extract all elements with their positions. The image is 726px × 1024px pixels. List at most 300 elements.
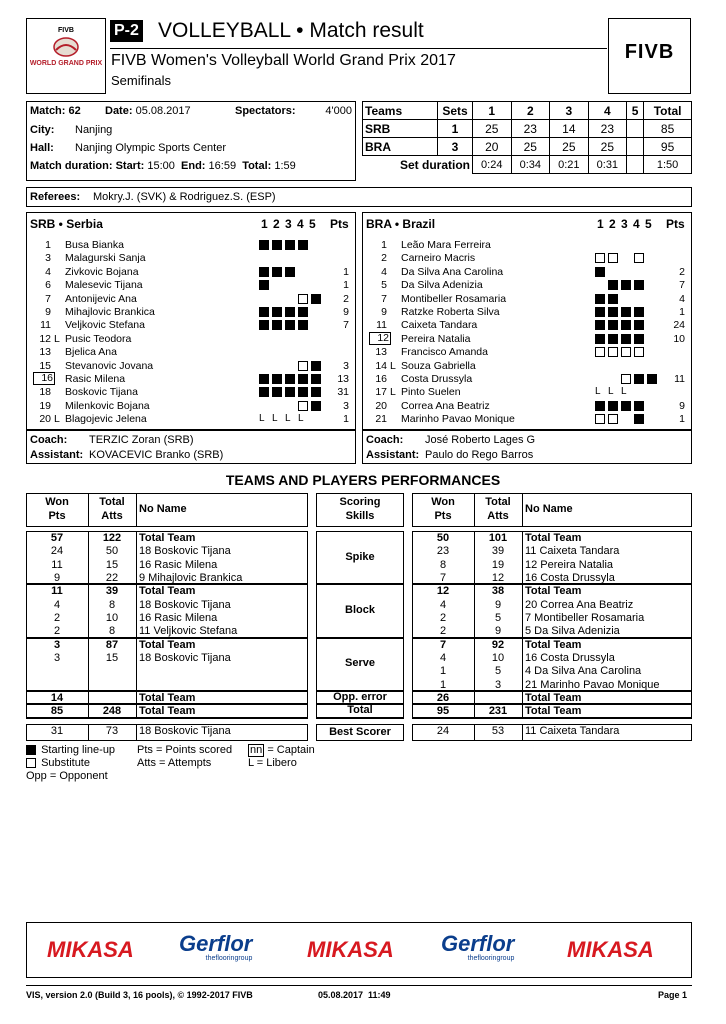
player-points: 9 <box>343 306 349 318</box>
player-points: 13 <box>337 373 349 385</box>
gerflor-logo-1: Gerflor theflooringroup <box>179 931 253 962</box>
team-b-assistant: Paulo do Rego Barros <box>425 449 534 461</box>
perf-name-cell: 11 Veljkovic Stefana <box>139 625 238 638</box>
logo-wgp-text: WORLD GRAND PRIX <box>29 60 103 67</box>
legend-atts: Atts = Attempts <box>137 757 212 769</box>
perf-won-cell: 7 <box>439 638 447 651</box>
libero-marker: L <box>54 413 60 426</box>
team_a-player-row <box>27 239 355 252</box>
starting-lineup-marker <box>285 320 295 330</box>
perf-name-cell: 7 Montibeller Rosamaria <box>525 611 645 624</box>
perf-won-cell: 4 <box>439 598 447 611</box>
perf-won-cell: 95 <box>436 705 450 718</box>
starting-lineup-marker <box>634 320 644 330</box>
libero-set-marker: L <box>595 386 601 398</box>
libero-marker: L <box>390 386 396 399</box>
player-points: 4 <box>679 292 685 305</box>
starting-lineup-marker <box>272 320 282 330</box>
hall-label: Hall: <box>30 142 54 154</box>
perf-divider <box>136 531 137 584</box>
player-number: 20 <box>39 413 51 426</box>
perf-atts-cell: 50 <box>105 545 119 558</box>
perf-name-cell: 11 Caixeta Tandara <box>525 725 620 738</box>
team_a-player-row <box>27 252 355 265</box>
event-phase: Semifinals <box>111 73 171 88</box>
team_a-player-row <box>27 306 355 319</box>
perf-atts-cell: 5 <box>494 611 502 624</box>
perf-atts-cell: 87 <box>105 638 119 651</box>
perf-won-cell: 31 <box>50 725 64 738</box>
perf-name-cell: 16 Rasic Milena <box>139 558 218 571</box>
starting-lineup-marker <box>272 387 282 397</box>
player-number: 16 <box>375 373 387 385</box>
player-name: Marinho Pavao Monique <box>401 413 515 426</box>
match-info-box <box>26 101 356 181</box>
footer-version: VIS, version 2.0 (Build 3, 16 pools), © 1992-2017 FIVB <box>26 990 253 1000</box>
player-name: Costa Drussyla <box>401 373 473 385</box>
starting-lineup-marker <box>608 307 618 317</box>
starting-lineup-marker <box>608 401 618 411</box>
perf-divider <box>88 493 89 527</box>
starting-lineup-marker <box>259 280 269 290</box>
performances-table <box>26 493 692 743</box>
team-a-title: SRB • Serbia <box>30 217 103 231</box>
starting-lineup-marker <box>285 267 295 277</box>
perf-atts-cell: 122 <box>102 532 122 544</box>
team-a-staff <box>26 430 356 464</box>
globe-icon <box>51 36 81 58</box>
perf-divider <box>136 584 137 637</box>
score-table <box>362 101 692 174</box>
starting-lineup-marker <box>285 240 295 250</box>
perf-divider <box>522 493 523 527</box>
match-number: Match: 62 <box>30 105 81 117</box>
starting-lineup-marker <box>259 320 269 330</box>
starting-lineup-marker <box>285 374 295 384</box>
event-name: FIVB Women's Volleyball World Grand Prix 2017 <box>111 52 456 69</box>
perf-divider <box>522 724 523 741</box>
player-number: 20 <box>375 399 387 412</box>
team_a-player-row <box>27 400 355 413</box>
mikasa-logo-1: MIKASA <box>47 937 134 962</box>
player-number: 12 <box>369 332 391 345</box>
perf-atts-cell: 5 <box>494 665 502 678</box>
team_a-player-row <box>27 413 355 426</box>
starting-lineup-marker <box>595 267 605 277</box>
player-points: 9 <box>679 399 685 412</box>
perf-name-cell: 18 Boskovic Tijana <box>139 598 231 611</box>
substitute-marker <box>298 361 308 371</box>
player-number: 6 <box>45 279 51 292</box>
perf-atts-cell: 101 <box>488 532 508 544</box>
starting-lineup-marker <box>311 401 321 411</box>
perf-name-cell: 18 Boskovic Tijana <box>139 651 231 664</box>
player-number: 17 <box>375 386 387 399</box>
team-b-roster <box>362 212 692 430</box>
perf-won-cell: 14 <box>50 691 64 704</box>
perf-name-cell: 18 Boskovic Tijana <box>139 725 231 738</box>
player-number: 3 <box>45 252 51 265</box>
perf-atts-cell: 12 <box>491 571 505 584</box>
perf-atts-cell: 3 <box>494 678 502 691</box>
team_a-player-row <box>27 266 355 279</box>
team_a-player-row <box>27 360 355 373</box>
team-b-coach-label: Coach: <box>366 434 404 446</box>
referees-box <box>26 187 692 207</box>
libero-set-marker: L <box>285 413 291 425</box>
substitute-marker <box>595 253 605 263</box>
perf-left-pts-header: Pts <box>48 510 66 522</box>
perf-won-cell: 50 <box>436 532 450 544</box>
perf-name-cell: Total Team <box>139 585 196 598</box>
perf-won-cell: 2 <box>439 611 447 624</box>
perf-right-pts-header: Pts <box>434 510 452 522</box>
starting-lineup-marker <box>259 267 269 277</box>
perf-won-cell: 12 <box>436 585 450 598</box>
starting-lineup-marker <box>259 387 269 397</box>
perf-atts-cell: 38 <box>491 585 505 598</box>
team-b-assistant-label: Assistant: <box>366 449 420 461</box>
starting-lineup-marker <box>647 374 657 384</box>
starting-lineup-marker <box>259 240 269 250</box>
document-title: VOLLEYBALL • Match result <box>158 19 424 42</box>
player-name: Da Silva Adenizia <box>401 279 483 292</box>
substitute-marker <box>621 374 631 384</box>
substitute-marker <box>634 253 644 263</box>
starting-lineup-marker <box>634 280 644 290</box>
player-number: 7 <box>381 292 387 305</box>
player-name: Pinto Suelen <box>401 386 461 399</box>
substitute-marker <box>298 294 308 304</box>
player-number: 1 <box>45 239 51 251</box>
perf-atts-cell: 15 <box>105 651 119 664</box>
team-a-assistant: KOVACEVIC Branko (SRB) <box>89 449 224 461</box>
spectators-label: Spectators: <box>235 105 296 117</box>
player-name: Leão Mara Ferreira <box>401 239 491 251</box>
substitute-marker <box>634 347 644 357</box>
team_b-player-row <box>363 279 691 292</box>
starting-lineup-marker <box>285 387 295 397</box>
starting-lineup-marker <box>311 361 321 371</box>
legend-substitute: Substitute <box>26 757 90 769</box>
perf-divider <box>88 691 89 704</box>
perf-divider <box>522 704 523 718</box>
perf-won-cell: 4 <box>439 651 447 664</box>
libero-set-marker: L <box>298 413 304 425</box>
team_b-player-row <box>363 333 691 346</box>
substitute-marker <box>595 347 605 357</box>
perf-skill-block: Block <box>345 603 375 616</box>
starting-lineup-marker <box>298 307 308 317</box>
team_b-player-row <box>363 319 691 332</box>
player-number: 11 <box>40 319 51 332</box>
perf-name-cell: 12 Pereira Natalia <box>525 558 614 571</box>
perf-won-cell: 7 <box>439 571 447 584</box>
player-number: 5 <box>381 279 387 292</box>
player-number: 11 <box>376 319 387 332</box>
performances-title: TEAMS AND PLAYERS PERFORMANCES <box>225 472 501 488</box>
starting-lineup-marker <box>595 294 605 304</box>
starting-lineup-marker <box>595 307 605 317</box>
perf-name-cell: 9 Mihajlovic Brankica <box>139 571 243 584</box>
perf-name-cell: Total Team <box>525 585 582 598</box>
mikasa-logo-3: MIKASA <box>567 937 654 962</box>
substitute-marker <box>608 414 618 424</box>
starting-lineup-marker <box>634 307 644 317</box>
perf-skill-serve: Serve <box>345 657 375 670</box>
starting-lineup-marker <box>285 307 295 317</box>
perf-name-cell: 11 Caixeta Tandara <box>525 545 620 558</box>
legend-captain: nn = Captain <box>250 744 315 756</box>
perf-name-cell: Total Team <box>139 691 196 704</box>
perf-won-cell: 11 <box>51 585 63 598</box>
substitute-marker <box>298 401 308 411</box>
perf-skill-opp-error: Opp. error <box>333 690 387 703</box>
team_a-player-row <box>27 319 355 332</box>
match-duration: Match duration: Start: 15:00 End: 16:59 Total: 1:59 <box>30 160 296 172</box>
legend-libero: L = Libero <box>248 757 297 769</box>
grand-prix-logo <box>27 27 105 67</box>
starting-lineup-marker <box>634 401 644 411</box>
set-duration-row: Set duration 0:24 0:34 0:21 0:31 1:50 <box>363 156 692 174</box>
libero-set-marker: L <box>259 413 265 425</box>
player-name: Carneiro Macris <box>401 252 476 265</box>
perf-name-cell: Total Team <box>525 638 582 651</box>
starting-lineup-marker <box>298 387 308 397</box>
player-points: 31 <box>337 386 349 399</box>
player-points: 11 <box>674 373 685 385</box>
player-points: 2 <box>343 292 349 305</box>
team_b-player-row <box>363 360 691 373</box>
player-number: 13 <box>39 346 51 359</box>
team_b-player-row <box>363 306 691 319</box>
perf-name-cell: 18 Boskovic Tijana <box>139 545 231 558</box>
perf-name-cell: 16 Costa Drussyla <box>525 651 615 664</box>
perf-name-cell: Total Team <box>525 705 582 718</box>
player-points: 7 <box>343 319 349 332</box>
player-number: 19 <box>39 399 51 412</box>
player-points: 1 <box>343 413 349 426</box>
team_a-player-row <box>27 279 355 292</box>
perf-total-rule-mid <box>316 717 404 719</box>
starting-lineup-marker <box>634 374 644 384</box>
starting-lineup-marker <box>259 307 269 317</box>
perf-total-rule-right <box>412 717 692 719</box>
team-a-roster <box>26 212 356 430</box>
player-name: Caixeta Tandara <box>401 319 478 332</box>
starting-lineup-marker <box>272 267 282 277</box>
perf-divider <box>522 531 523 584</box>
player-name: Pereira Natalia <box>401 332 471 345</box>
starting-lineup-marker <box>272 240 282 250</box>
perf-won-cell: 26 <box>436 691 450 704</box>
legend-opp: Opp = Opponent <box>26 770 108 782</box>
player-number: 4 <box>381 265 387 278</box>
player-number: 13 <box>375 346 387 359</box>
team-a-assistant-label: Assistant: <box>30 449 84 461</box>
perf-won-cell: 23 <box>436 545 450 558</box>
score-row-bra: BRA 3 20 25 25 25 95 <box>363 138 692 156</box>
hall-value: Nanjing Olympic Sports Center <box>75 142 227 154</box>
player-name: Da Silva Ana Carolina <box>401 265 504 278</box>
footer-rule <box>26 985 692 986</box>
player-number: 15 <box>39 359 51 372</box>
team_a-player-row <box>27 346 355 359</box>
perf-name-cell: 21 Marinho Pavao Monique <box>525 678 660 691</box>
header-left-logo-box <box>26 18 106 94</box>
perf-atts-cell: 10 <box>105 611 119 624</box>
team-a-set-headers: 1 2 3 4 5 <box>261 217 316 231</box>
perf-name-cell: 5 Da Silva Adenizia <box>525 625 620 638</box>
player-name: Milenkovic Bojana <box>65 399 150 412</box>
player-name: Souza Gabriella <box>401 359 476 372</box>
team_a-player-row <box>27 373 355 386</box>
team-a-pts-header: Pts <box>330 217 349 231</box>
footer-page: Page 1 <box>658 990 688 1000</box>
team_b-player-row <box>363 266 691 279</box>
starting-lineup-marker <box>621 307 631 317</box>
player-number: 2 <box>381 252 387 265</box>
footer-datetime: 05.08.2017 11:49 <box>318 990 391 1000</box>
perf-won-cell: 2 <box>53 611 61 624</box>
header-rule <box>110 48 607 49</box>
team_b-player-row <box>363 400 691 413</box>
team-b-pts-header: Pts <box>666 217 685 231</box>
starting-lineup-marker <box>608 280 618 290</box>
player-points: 24 <box>673 319 685 332</box>
starting-lineup-marker <box>311 387 321 397</box>
starting-lineup-marker <box>634 334 644 344</box>
perf-atts-cell: 248 <box>102 705 122 718</box>
team-a-coach: TERZIC Zoran (SRB) <box>89 434 194 446</box>
substitute-marker <box>608 253 618 263</box>
starting-lineup-marker <box>621 280 631 290</box>
perf-won-cell: 4 <box>53 598 61 611</box>
team_a-player-row <box>27 293 355 306</box>
player-name: Busa Bianka <box>65 239 124 251</box>
starting-lineup-marker <box>311 374 321 384</box>
player-name: Malesevic Tijana <box>65 279 143 292</box>
player-name: Antonijevic Ana <box>65 292 137 305</box>
perf-right-atts-header: Atts <box>487 510 509 522</box>
player-number: 4 <box>45 265 51 278</box>
starting-lineup-marker <box>595 401 605 411</box>
perf-total-rule-left <box>26 717 308 719</box>
perf-won-cell: 8 <box>439 558 447 571</box>
player-number: 18 <box>39 386 51 399</box>
fivb-logo: FIVB <box>624 41 675 63</box>
perf-atts-cell: 8 <box>108 598 116 611</box>
perf-left-won-header: Won <box>45 496 69 508</box>
starting-lineup-marker <box>608 320 618 330</box>
perf-atts-cell: 92 <box>491 638 505 651</box>
perf-left-total-header: Total <box>99 496 125 508</box>
starting-lineup-marker <box>272 374 282 384</box>
perf-won-cell: 24 <box>436 725 450 738</box>
sponsor-bar <box>26 922 692 978</box>
player-name: Correa Ana Beatriz <box>401 399 490 412</box>
starting-lineup-marker <box>595 320 605 330</box>
player-name: Blagojevic Jelena <box>65 413 147 426</box>
starting-lineup-marker <box>608 334 618 344</box>
document-code: P-2 <box>110 20 143 42</box>
perf-atts-cell: 22 <box>105 571 119 584</box>
perf-won-cell: 85 <box>50 705 64 718</box>
perf-atts-cell: 8 <box>108 625 116 638</box>
perf-won-cell: 3 <box>53 638 61 651</box>
city-value: Nanjing <box>75 124 113 136</box>
libero-set-marker: L <box>621 386 627 398</box>
perf-divider <box>522 584 523 637</box>
team-a-coach-label: Coach: <box>30 434 68 446</box>
perf-divider <box>136 638 137 691</box>
player-name: Boskovic Tijana <box>65 386 138 399</box>
player-name: Rasic Milena <box>65 373 126 385</box>
player-name: Veljkovic Stefana <box>65 319 145 332</box>
perf-name-cell: 16 Costa Drussyla <box>525 571 615 584</box>
perf-name-cell: Total Team <box>525 691 582 704</box>
perf-name-cell: Total Team <box>525 532 582 544</box>
perf-divider <box>522 638 523 691</box>
team_b-player-row <box>363 293 691 306</box>
match-date: Date: 05.08.2017 <box>105 105 191 117</box>
player-number: 9 <box>381 306 387 318</box>
team-b-coach: José Roberto Lages G <box>425 434 536 446</box>
legend-starting: Starting line-up <box>26 744 115 756</box>
legend <box>26 744 426 784</box>
perf-atts-cell: 15 <box>105 558 119 571</box>
city-label: City: <box>30 124 55 136</box>
perf-atts-cell: 9 <box>494 625 502 638</box>
perf-won-cell: 1 <box>439 678 447 691</box>
perf-skills-header-2: Skills <box>345 510 375 522</box>
player-points: 1 <box>343 279 349 292</box>
team_b-player-row <box>363 346 691 359</box>
referees-value: Mokry.J. (SVK) & Rodriguez.S. (ESP) <box>93 191 276 203</box>
perf-divider <box>522 691 523 704</box>
starting-lineup-marker <box>621 401 631 411</box>
perf-name-cell: 20 Correa Ana Beatriz <box>525 598 634 611</box>
player-points: 1 <box>343 265 349 278</box>
perf-atts-cell: 73 <box>105 725 119 738</box>
perf-atts-cell: 10 <box>491 651 505 664</box>
team-b-title: BRA • Brazil <box>366 217 436 231</box>
substitute-marker <box>608 347 618 357</box>
starting-lineup-marker <box>595 334 605 344</box>
substitute-marker <box>621 347 631 357</box>
team_b-player-row <box>363 413 691 426</box>
perf-atts-cell: 19 <box>491 558 505 571</box>
player-name: Ratzke Roberta Silva <box>401 306 500 318</box>
perf-left-atts-header: Atts <box>101 510 123 522</box>
perf-right-won-header: Won <box>431 496 455 508</box>
perf-won-cell: 1 <box>439 665 447 678</box>
player-name: Malagurski Sanja <box>65 252 146 265</box>
perf-name-cell: Total Team <box>139 638 196 651</box>
player-name: Montibeller Rosamaria <box>401 292 507 305</box>
player-number: 14 <box>375 359 387 372</box>
header-right-logo-box <box>608 18 691 94</box>
player-points: 3 <box>343 399 349 412</box>
player-number: 1 <box>381 239 387 251</box>
libero-set-marker: L <box>608 386 614 398</box>
score-row-srb: SRB 1 25 23 14 23 85 <box>363 120 692 138</box>
perf-won-cell: 11 <box>51 558 63 571</box>
perf-divider <box>474 691 475 704</box>
player-number: 7 <box>45 292 51 305</box>
perf-atts-cell: 53 <box>491 725 505 738</box>
perf-divider <box>136 724 137 741</box>
